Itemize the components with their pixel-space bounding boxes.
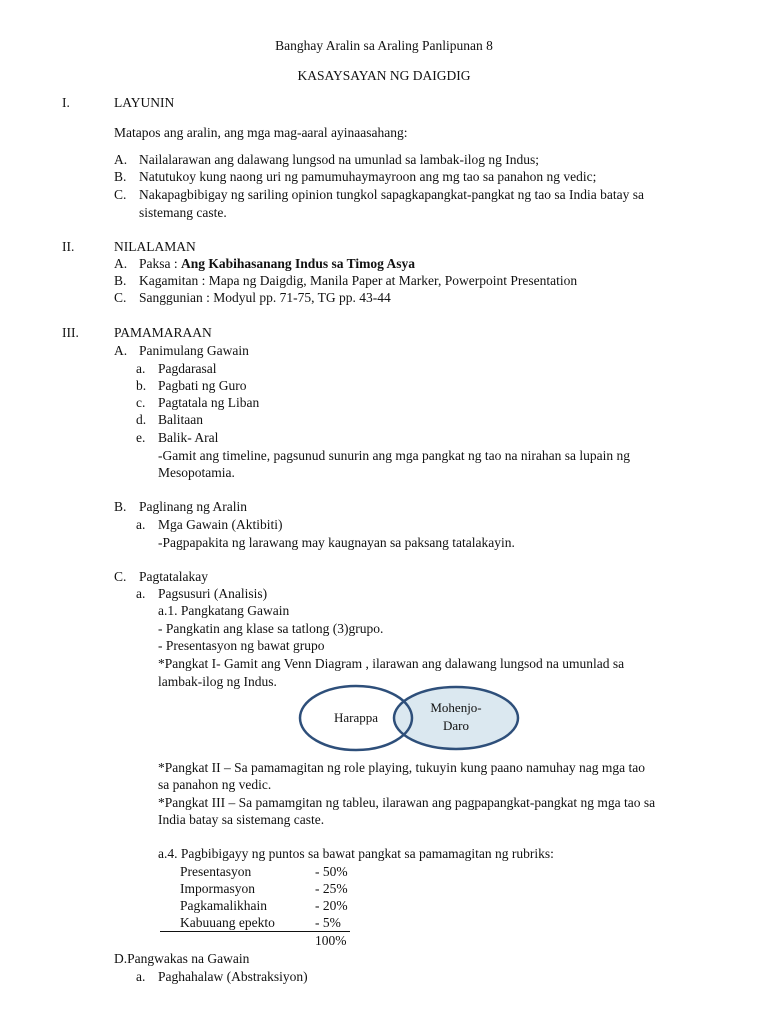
rubric-title: a.4. Pagbibigayy ng puntos sa bawat pangkat sa pamamagitan ng rubriks: [158,846,554,861]
section-3-heading: PAMAMARAAN [114,325,212,340]
list-marker: B. [114,499,127,514]
document-subtitle: KASAYSAYAN NG DAIGDIG [297,68,471,83]
activity-line: lambak-ilog ng Indus. [158,674,277,689]
section-1-heading: LAYUNIN [114,95,175,110]
activity-line: sa panahon ng vedic. [158,777,272,792]
list-item: Pagsusuri (Analisis) [158,586,268,601]
rubric-label: Impormasyon [180,881,255,896]
objective-item: Nakapagbibigay ng sariling opinion tungkol sapagkapangkat-pangkat ng tao sa India batay sa [139,187,644,202]
list-marker: B. [114,273,127,288]
list-marker: B. [114,169,127,184]
subsection-c-title: Pagtatalakay [139,569,208,584]
list-marker: A. [114,343,128,358]
list-item: Mga Gawain (Aktibiti) [158,517,283,532]
section-2-number: II. [62,239,75,254]
note-line: Mesopotamia. [158,465,235,480]
activity-line: India batay sa sistemang caste. [158,812,325,827]
rubric-value: - 50% [315,864,348,879]
note-line: -Gamit ang timeline, pagsunud sunurin ang mga pangkat ng tao na nirahan sa lupain ng [158,448,631,463]
list-item: Pagtatala ng Liban [158,395,260,410]
list-marker: a. [136,586,146,601]
list-marker: a. [136,517,146,532]
content-item: Sanggunian : Modyul pp. 71-75, TG pp. 43-44 [139,290,391,305]
rubric-label: Presentasyon [180,864,252,879]
section-1-intro: Matapos ang aralin, ang mga mag-aaral ayinaasahang: [114,125,408,140]
list-item: Pagdarasal [158,361,217,376]
venn-label-daro: Daro [443,718,469,733]
activity-line: *Pangkat III – Sa pamamgitan ng tableu, ilarawan ang pagpapangkat-pangkat ng mga tao sa [158,795,656,810]
venn-label-mohenjo: Mohenjo- [430,700,482,715]
rubric-label: Pagkamalikhain [180,898,267,913]
list-marker: e. [136,430,146,445]
subsection-d-title: D.Pangwakas na Gawain [114,951,250,966]
list-item: Balik- Aral [158,430,219,445]
subsection-a-title: Panimulang Gawain [139,343,249,358]
list-item: Pagbati ng Guro [158,378,247,393]
paksa-line [139,256,415,272]
rubric-label: Kabuuang epekto [180,915,275,930]
note-line: -Pagpapakita ng larawang may kaugnayan sa paksang tatalakayin. [158,535,515,550]
section-3-number: III. [62,325,79,340]
section-1-number: I. [62,95,70,110]
list-marker: a. [136,361,146,376]
paksa-value: Ang Kabihasanang Indus sa Timog Asya [181,256,415,271]
activity-line: a.1. Pangkatang Gawain [158,603,290,618]
list-marker: c. [136,395,146,410]
subsection-b-title: Paglinang ng Aralin [139,499,247,514]
activity-line: *Pangkat II – Sa pamamagitan ng role playing, tukuyin kung paano namuhay nag mga tao [158,760,646,775]
list-marker: C. [114,290,127,305]
list-item: Balitaan [158,412,203,427]
objective-item: Nailalarawan ang dalawang lungsod na umunlad sa lambak-ilog ng Indus; [139,152,540,167]
rubric-total-rule [160,931,350,932]
section-2-heading: NILALAMAN [114,239,196,254]
list-marker: d. [136,412,147,427]
list-item: Paghahalaw (Abstraksiyon) [158,969,308,984]
rubric-value: - 25% [315,881,348,896]
list-marker: C. [114,187,127,202]
paksa-label: Paksa : [139,256,178,271]
list-marker: A. [114,152,128,167]
content-item: Kagamitan : Mapa ng Daigdig, Manila Paper at Marker, Powerpoint Presentation [139,273,578,288]
rubric-value: - 20% [315,898,348,913]
objective-item: Natutukoy kung naong uri ng pamumuhaymayroon ang mg tao sa panahon ng vedic; [139,169,597,184]
activity-line: - Presentasyon ng bawat grupo [158,638,325,653]
list-marker: C. [114,569,127,584]
rubric-total: 100% [315,933,347,948]
objective-item-continued: sistemang caste. [139,205,227,220]
rubric-value: - 5% [315,915,341,930]
venn-diagram [296,684,526,756]
venn-label-harappa: Harappa [333,710,379,725]
list-marker: A. [114,256,128,271]
activity-line: - Pangkatin ang klase sa tatlong (3)grupo. [158,621,384,636]
activity-line: *Pangkat I- Gamit ang Venn Diagram , ilarawan ang dalawang lungsod na umunlad sa [158,656,625,671]
list-marker: b. [136,378,147,393]
list-marker: a. [136,969,146,984]
document-title: Banghay Aralin sa Araling Panlipunan 8 [275,38,493,53]
